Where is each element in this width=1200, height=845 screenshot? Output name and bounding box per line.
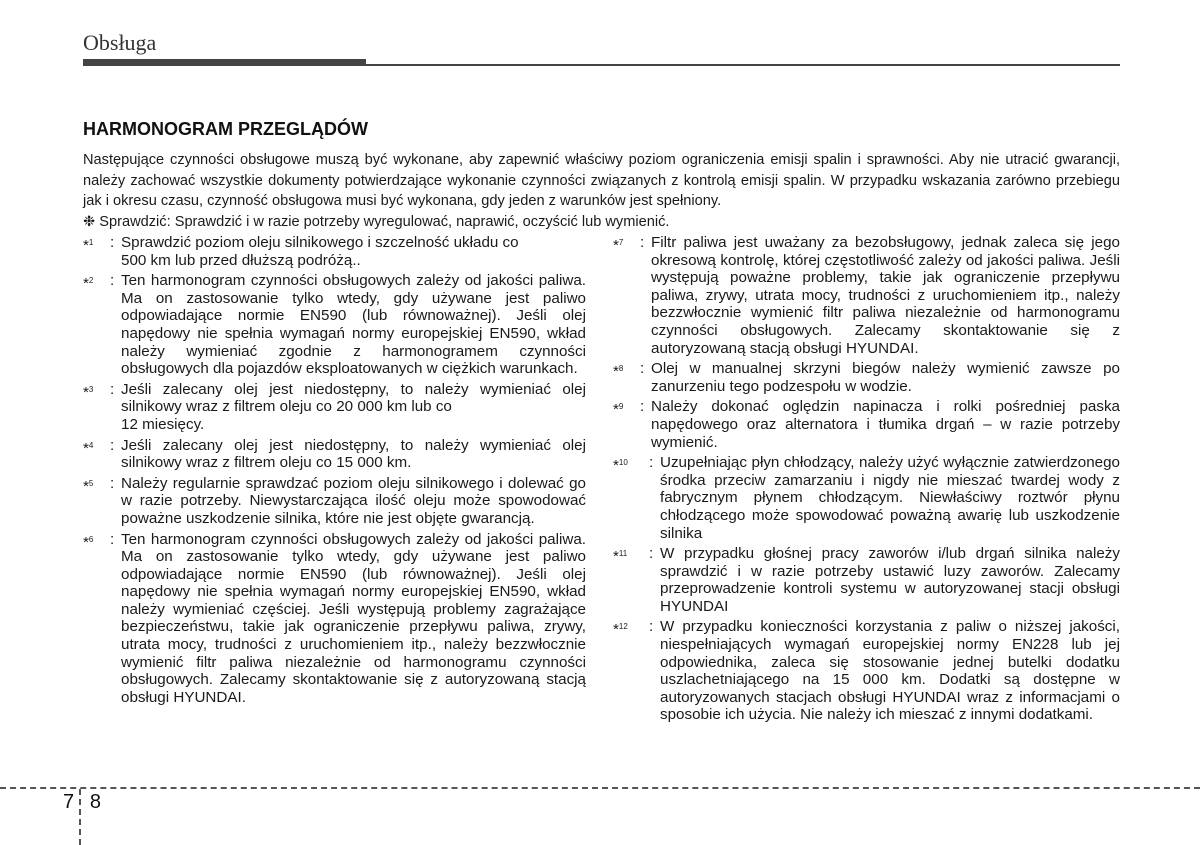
footnote-mark: *$^9$ <box>613 401 624 419</box>
footnote-text: Ten harmonogram czynności obsługowych zależy od jakości paliwa. Ma on zastosowanie tylko wtedy, gdy używane jest paliwo odpowiadające normie EN590 (lub równoważnej). Jeśli olej napędowy nie spełnia wymagań normy europejskiej EN590, wkład należy wymieniać częściej. Jeśli występują problemy zagrażające bezpieczeństwu, takie jak ograniczenie przepływu paliwa, zrywy, utrata mocy, trudności z uruchomieniem itp., należy bezzwłocznie wymienić filtr paliwa niezależnie od harmonogramu czynności obsługowych. Zalecamy skontaktowanie się z autoryzowaną stacją obsługi HYUNDAI. <box>121 530 586 706</box>
footnote-text: Ten harmonogram czynności obsługowych zależy od jakości paliwa. Ma on zastosowanie tylko wtedy, gdy używane jest paliwo odpowiadające normie EN590 (lub równoważnej). Jeśli olej napędowy nie spełnia wymagań normy europejskiej EN590, wkład należy wymieniać zgodnie z harmonogramem czynności obsługowych dla pojazdów eksploatowanych w ciężkich warunkach. <box>121 272 586 378</box>
footnote-item: *$^{11}$ : W przypadku głośnej pracy zaworów i/lub drgań silnika należy sprawdzić i w razie potrzeby ustawić luzy zaworów. Zalecamy przeprowadzenie kontroli systemu w autoryzowanej stacji obsługi HYUNDAI <box>613 545 1120 615</box>
footnote-text: Sprawdzić poziom oleju silnikowego i szczelność układu co 500 km lub przed dłuższą podróżą.. <box>121 234 519 269</box>
chapter-number: 7 <box>63 791 75 813</box>
footnote-text: Jeśli zalecany olej jest niedostępny, to należy wymieniać olej silnikowy wraz z filtrem oleju co 15 000 km. <box>121 436 586 472</box>
check-note: ❉ Sprawdzić: Sprawdzić i w razie potrzeby wyregulować, naprawić, oczyścić lub wymienić. <box>83 213 670 230</box>
footnote-item: *$^4$ : Jeśli zalecany olej jest niedostępny, to należy wymieniać olej silnikowy wraz z filtrem oleju co 15 000 km. <box>83 436 586 472</box>
footnote-item: *$^{12}$ : W przypadku konieczności korzystania z paliw o niższej jakości, niespełniających wymagań europejskiej normy EN228 lub jej odpowiednika, zaleca się stosowanie jednej butelki dodatku uszlachetniającego na 15 000 km. Dodatki są dostępne w autoryzowanych stacjach obsługi HYUNDAI wraz z informacjami o sposobie ich użycia. Nie należy ich mieszać z innymi dodatkami. <box>613 618 1120 724</box>
footnotes-left-column <box>83 234 586 709</box>
footnotes-right-column <box>613 234 1120 727</box>
footnote-item: *$^6$ : Ten harmonogram czynności obsługowych zależy od jakości paliwa. Ma on zastosowanie tylko wtedy, gdy używane jest paliwo odpowiadające normie EN590 (lub równoważnej). Jeśli olej napędowy nie spełnia wymagań normy europejskiej EN590, wkład należy wymieniać częściej. Jeśli występują problemy zagrażające bezpieczeństwu, takie jak ograniczenie przepływu paliwa, zrywy, utrata mocy, trudności z uruchomieniem itp., należy bezzwłocznie wymienić filtr paliwa niezależnie od harmonogramu czynności obsługowych. Zalecamy skontaktowanie się z autoryzowaną stacją obsługi HYUNDAI. <box>83 530 586 706</box>
footnote-text: Jeśli zalecany olej jest niedostępny, to należy wymieniać olej silnikowy wraz z filtrem oleju co 20 000 km lub co 12 miesięcy. <box>121 380 586 433</box>
footnote-item: *$^3$ : Jeśli zalecany olej jest niedostępny, to należy wymieniać olej silnikowy wraz z filtrem oleju co 20 000 km lub co 12 miesięcy. <box>83 380 586 433</box>
footnote-item: *$^5$ : Należy regularnie sprawdzać poziom oleju silnikowego i dolewać go w razie potrzeby. Niewystarczająca ilość oleju może spowodować poważne uszkodzenie silnika, które nie jest objęte gwarancją. <box>83 474 586 527</box>
intro-block <box>83 150 1120 232</box>
footnote-item: *$^8$ : Olej w manualnej skrzyni biegów należy wymienić zawsze po zanurzeniu tego podzespołu w wodzie. <box>613 360 1120 395</box>
chapter-title: Obsługa <box>83 30 157 55</box>
intro-paragraph: Następujące czynności obsługowe muszą być wykonane, aby zapewnić właściwy poziom ograniczenia emisji spalin i sprawności. Aby nie utracić gwarancji, należy zachować wszystkie dokumenty potwierdzające wykonanie czynności związanych z kontrolą emisji spalin. W przypadku wskazania zarówno przebiegu jak i okresu czasu, czynność obsługowa musi być wykonana, gdy jeden z warunków jest spełniony. <box>83 152 1120 210</box>
footnote-mark: *$^7$ <box>613 237 624 254</box>
footnote-text: Filtr paliwa jest uważany za bezobsługowy, jednak zaleca się jego okresową kontrolę, której częstotliwość zależy od jakości paliwa. Jeśli występują poważne problemy, takie jak ograniczenie przepływu paliwa, zrywy, utrata mocy, trudności z uruchomieniem itp., należy bezzwłocznie wymienić filtr paliwa niezależnie od harmonogramu czynności obsługowych. Zalecamy skontaktowanie się z autoryzowaną stacją obsługi HYUNDAI. <box>651 234 1120 357</box>
footnote-item: *$^{10}$ : Uzupełniając płyn chłodzący, należy użyć wyłącznie zatwierdzonego środka przeciw zamarzaniu i nigdy nie mieszać twardej wody z fabrycznym płynem chłodzącym. Niewłaściwy roztwór płynu chłodzącego może spowodować poważną awarię lub uszkodzenie silnika <box>613 454 1120 542</box>
footnote-item: *$^2$ : Ten harmonogram czynności obsługowych zależy od jakości paliwa. Ma on zastosowanie tylko wtedy, gdy używane jest paliwo odpowiadające normie EN590 (lub równoważnej). Jeśli olej napędowy nie spełnia wymagań normy europejskiej EN590, wkład należy wymieniać zgodnie z harmonogramem czynności obsługowych dla pojazdów eksploatowanych w ciężkich warunkach. <box>83 272 586 378</box>
section-title: HARMONOGRAM PRZEGLĄDÓW <box>83 119 368 139</box>
footnote-mark: *$^1$ <box>83 237 94 254</box>
footnote-text: Uzupełniając płyn chłodzący, należy użyć wyłącznie zatwierdzonego środka przeciw zamarzaniu i nigdy nie mieszać twardej wody z fabrycznym płynem chłodzącym. Niewłaściwy roztwór płynu chłodzącego może spowodować poważną awarię lub uszkodzenie silnika <box>660 454 1120 542</box>
footer-dashed-rule <box>0 787 1200 789</box>
footnote-item: *$^9$ : Należy dokonać oględzin napinacza i rolki pośredniej paska napędowego oraz alternatora i tłumika drgań – w razie potrzeby wymienić. <box>613 398 1120 451</box>
footnote-text: W przypadku głośnej pracy zaworów i/lub drgań silnika należy sprawdzić i w razie potrzeby ustawić luzy zaworów. Zalecamy przeprowadzenie kontroli systemu w autoryzowanej stacji obsługi HYUNDAI <box>660 545 1120 615</box>
footnote-text: W przypadku konieczności korzystania z paliw o niższej jakości, niespełniających wymagań europejskiej normy EN228 lub jej odpowiednika, zaleca się stosowanie jednej butelki dodatku uszlachetniającego na 15 000 km. Dodatki są dostępne w autoryzowanych stacjach obsługi HYUNDAI wraz z informacjami o sposobie ich użycia. Nie należy ich mieszać z innymi dodatkami. <box>660 618 1120 724</box>
footnote-mark: *$^2$ <box>83 275 94 293</box>
header-rule-thin <box>83 64 1120 66</box>
footnote-mark: *$^{11}$ <box>613 548 628 566</box>
footnote-mark: *$^3$ <box>83 383 94 401</box>
footnote-mark: *$^8$ <box>613 363 624 381</box>
footnote-item: *$^7$ : Filtr paliwa jest uważany za bezobsługowy, jednak zaleca się jego okresową kontrolę, której częstotliwość zależy od jakości paliwa. Jeśli występują poważne problemy, takie jak ograniczenie przepływu paliwa, zrywy, utrata mocy, trudności z uruchomieniem itp., należy bezzwłocznie wymienić filtr paliwa niezależnie od harmonogramu czynności obsługowych. Zalecamy skontaktowanie się z autoryzowaną stacją obsługi HYUNDAI. <box>613 234 1120 357</box>
footnote-item: *$^1$ : Sprawdzić poziom oleju silnikowego i szczelność układu co 500 km lub przed dłuższą podróżą.. <box>83 234 586 269</box>
footnote-text: Należy regularnie sprawdzać poziom oleju silnikowego i dolewać go w razie potrzeby. Niewystarczająca ilość oleju może spowodować poważne uszkodzenie silnika, które nie jest objęte gwarancją. <box>121 474 586 527</box>
footnote-mark: *$^6$ <box>83 533 94 551</box>
footnote-text: Olej w manualnej skrzyni biegów należy wymienić zawsze po zanurzeniu tego podzespołu w wodzie. <box>651 360 1120 395</box>
footnote-mark: *$^4$ <box>83 439 94 457</box>
footnote-mark: *$^5$ <box>83 477 94 495</box>
footnote-text: Należy dokonać oględzin napinacza i rolki pośredniej paska napędowego oraz alternatora i tłumika drgań – w razie potrzeby wymienić. <box>651 398 1120 451</box>
footnote-mark: *$^{12}$ <box>613 621 628 639</box>
page-number-value: 8 <box>89 791 101 813</box>
page-number <box>63 791 101 814</box>
footnote-mark: *$^{10}$ <box>613 457 628 475</box>
